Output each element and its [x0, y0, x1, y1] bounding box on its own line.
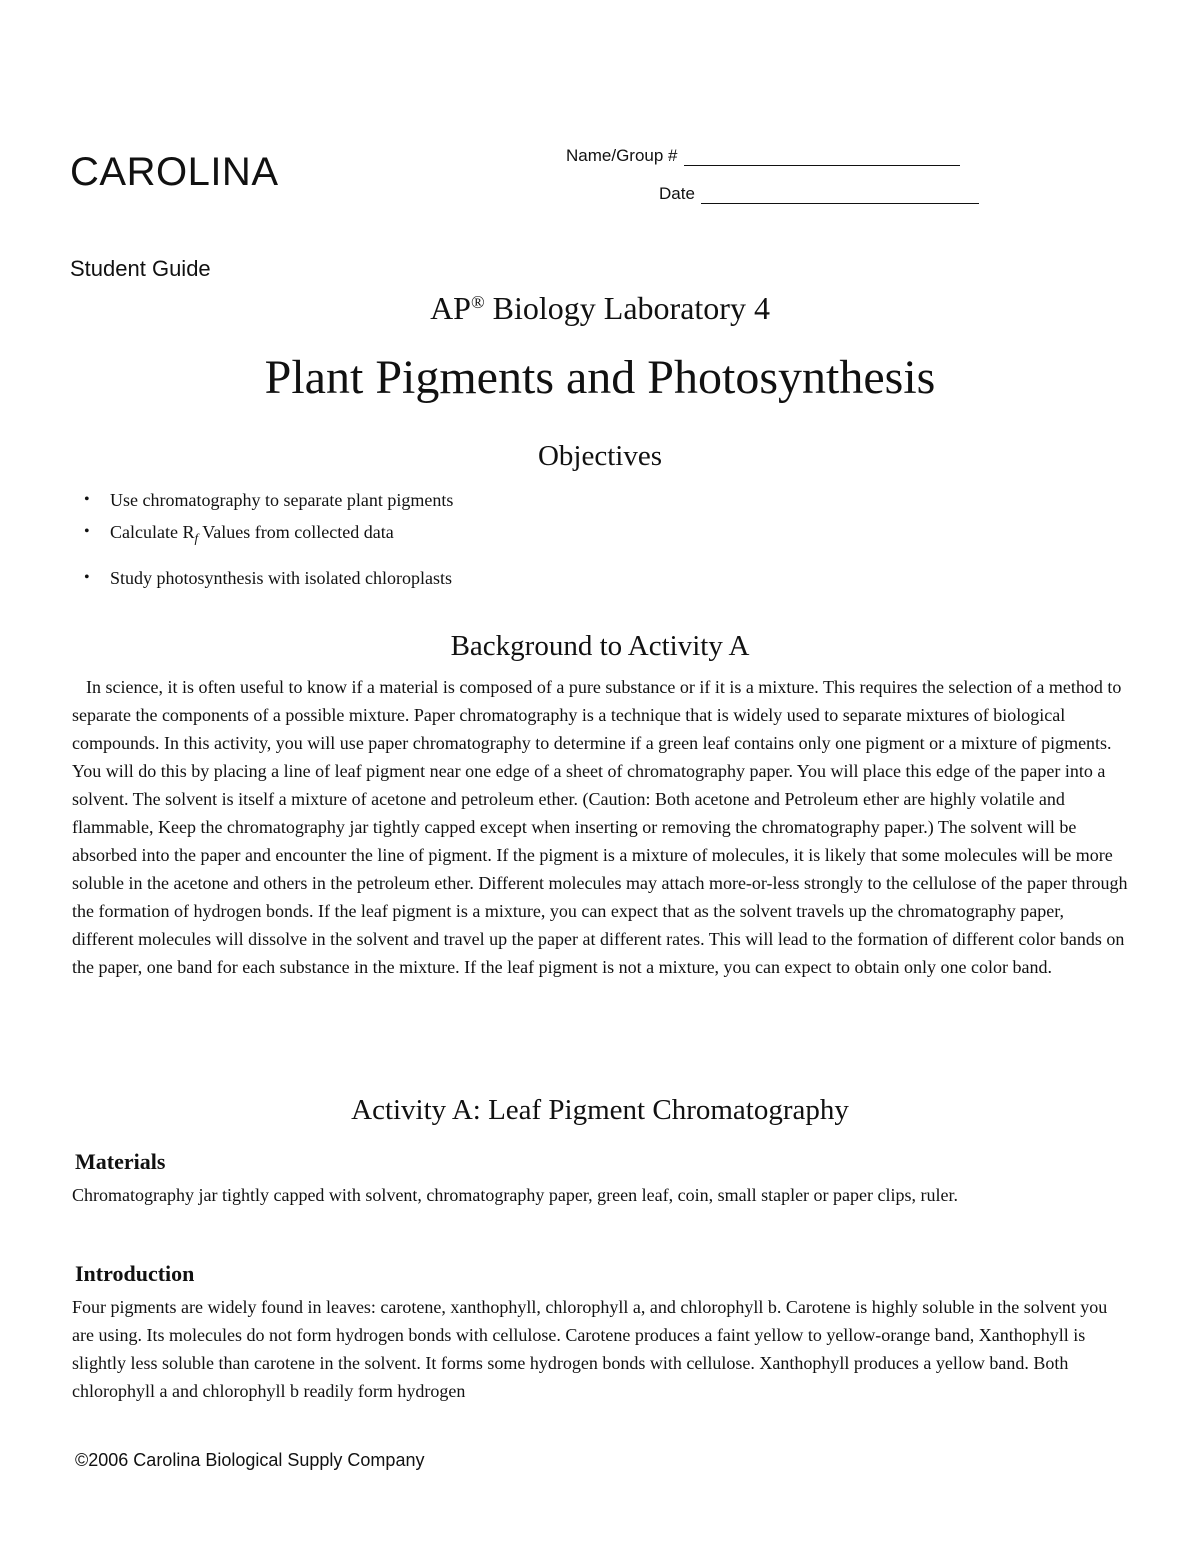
- name-group-field: [566, 146, 960, 166]
- copyright-footer: ©2006 Carolina Biological Supply Company: [75, 1450, 425, 1470]
- name-group-blank[interactable]: [684, 148, 960, 166]
- page-title: Plant Pigments and Photosynthesis: [264, 351, 936, 404]
- background-heading: Background to Activity A: [450, 630, 750, 662]
- rf-subscript: f: [194, 530, 199, 546]
- list-item: • Study photosynthesis with isolated chloroplasts: [84, 562, 453, 594]
- objectives-list: [84, 484, 453, 594]
- registered-mark: ®: [470, 292, 485, 312]
- list-item: [84, 516, 453, 548]
- rf-prefix: Calculate R: [110, 522, 195, 542]
- materials-heading: Materials: [75, 1149, 166, 1174]
- materials-paragraph: Chromatography jar tightly capped with solvent, chromatography paper, green leaf, coin, small stapler or paper clips, ruler.: [72, 1185, 958, 1205]
- objectives-heading: Objectives: [537, 440, 662, 472]
- introduction-paragraph: Four pigments are widely found in leaves: carotene, xanthophyll, chlorophyll a, and chlorophyll b. Carotene is highly soluble in the solvent you are using. Its molecules do not form hydrogen bonds with cellulose. Carotene produces a faint yellow to yellow-orange band, Xanthophyll is slightly less soluble than carotene in the solvent. It forms some hydrogen bonds with cellulose. Xanthophyll produces a yellow band. Both chlorophyll a and chlorophyll b readily form hydrogen: [72, 1297, 1108, 1401]
- rf-suffix: Values from collected data: [202, 522, 394, 542]
- introduction-heading: Introduction: [75, 1261, 195, 1286]
- student-guide-label: Student Guide: [70, 256, 211, 281]
- date-blank[interactable]: [701, 186, 979, 204]
- activity-heading: Activity A: Leaf Pigment Chromatography: [351, 1094, 849, 1126]
- lab-subtitle: [0, 290, 1200, 327]
- background-paragraph: In science, it is often useful to know if a material is composed of a pure substance or if it is a mixture. This requires the selection of a method to separate the components of a possible mixture. Paper chromatography is a technique that is widely used to separate mixtures of biological compounds. In this activity, you will use paper chromatography to determine if a green leaf contains only one pigment or a mixture of pigments. You will do this by placing a line of leaf pigment near one edge of a sheet of chromatography paper. You will place this edge of the paper into a solvent. The solvent is itself a mixture of acetone and petroleum ether. (Caution: Both acetone and Petroleum ether are highly volatile and flammable, Keep the chromatography jar tightly capped except when inserting or removing the chromatography paper.) The solvent will be absorbed into the paper and encounter the line of pigment. If the pigment is a mixture of molecules, it is likely that some molecules will be more soluble in the acetone and others in the petroleum ether. Different molecules may attach more-or-less strongly to the cellulose of the paper through the formation of hydrogen bonds. If the leaf pigment is a mixture, you can expect that as the solvent travels up the chromatography paper, different molecules will dissolve in the solvent and travel up the paper at different rates. This will lead to the formation of different color bands on the paper, one band for each substance in the mixture. If the leaf pigment is not a mixture, you can expect to obtain only one color band.: [72, 677, 1128, 977]
- date-label: Date: [659, 184, 695, 203]
- date-field: [659, 184, 979, 204]
- subtitle-suffix: Biology Laboratory 4: [484, 290, 770, 326]
- subtitle-prefix: AP: [430, 290, 471, 326]
- name-group-label: Name/Group #: [566, 146, 678, 165]
- brand-logo-text: CAROLINA: [70, 150, 279, 194]
- list-item: • Use chromatography to separate plant pigments: [84, 484, 453, 516]
